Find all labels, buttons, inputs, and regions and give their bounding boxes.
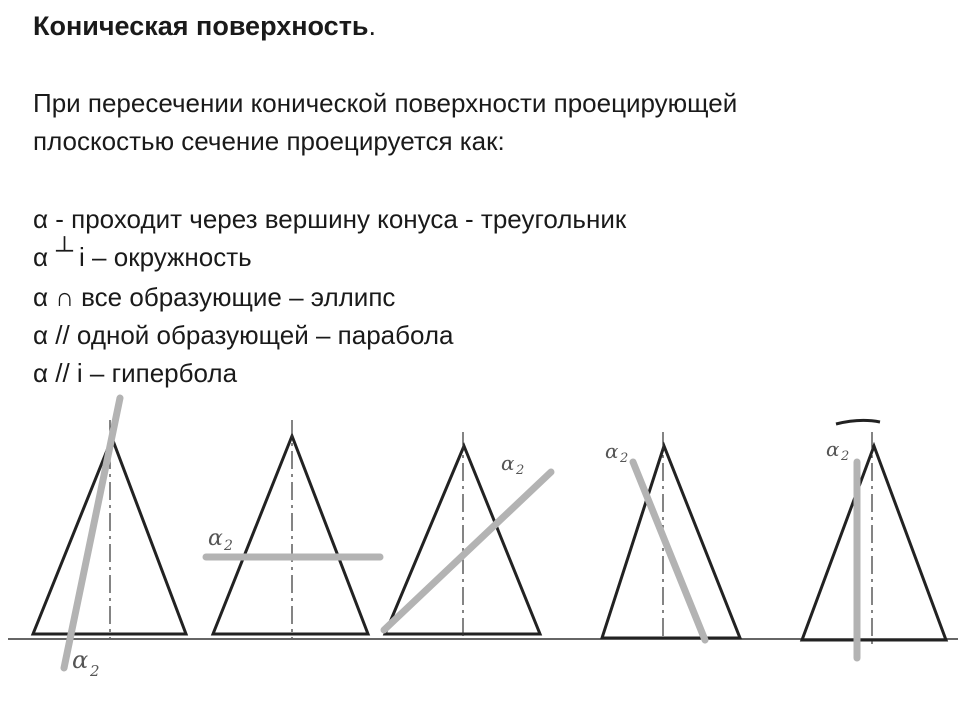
section-rules-list [33, 200, 626, 392]
cone-outline [213, 436, 368, 634]
plane-label-alpha: α [501, 451, 515, 475]
plane-label-alpha: α [605, 439, 619, 463]
rule-circle-alpha: α [33, 242, 49, 272]
rule-circle-text: i – окружность [79, 242, 252, 272]
cone-outline [602, 446, 740, 638]
rule-ellipse: α ∩ все образующие – эллипс [33, 282, 396, 312]
plane-label-subscript: 2 [620, 451, 629, 466]
plane-label-subscript: 2 [90, 662, 100, 680]
plane-label-alpha: α [208, 526, 223, 551]
plane-label-subscript: 2 [841, 449, 850, 464]
plane-label-subscript: 2 [224, 538, 233, 554]
cone-outline [802, 446, 946, 640]
perpendicular-symbol: ┴ [56, 237, 74, 264]
cone-figure-parabola [602, 432, 740, 640]
cone-figure-circle [206, 420, 380, 638]
cutting-plane [384, 472, 551, 630]
cone-figure-triangle [33, 398, 186, 680]
cone-figures [0, 380, 960, 720]
cone-figure-hyperbola [802, 420, 946, 658]
arc-fragment [836, 420, 880, 424]
plane-label-subscript: 2 [516, 463, 525, 478]
rule-circle [33, 238, 626, 278]
slide-title [33, 8, 376, 44]
plane-label-alpha: α [826, 437, 840, 461]
rule-hyperbola: α // i – гипербола [33, 358, 238, 388]
title-text: Коническая поверхность [33, 11, 369, 41]
rule-parabola: α // одной образующей – парабола [33, 320, 454, 350]
rule-triangle: α - проходит через вершину конуса - треугольник [33, 204, 627, 234]
plane-label-alpha: α [72, 646, 89, 674]
title-dot: . [368, 11, 377, 41]
cutting-plane [633, 462, 705, 640]
cone-figure-ellipse [384, 432, 551, 638]
intro-line-1: При пересечении конической поверхности проецирующей [33, 88, 738, 118]
intro-line-2: плоскостью сечение проецируется как: [33, 126, 505, 156]
intro-text [33, 84, 933, 160]
